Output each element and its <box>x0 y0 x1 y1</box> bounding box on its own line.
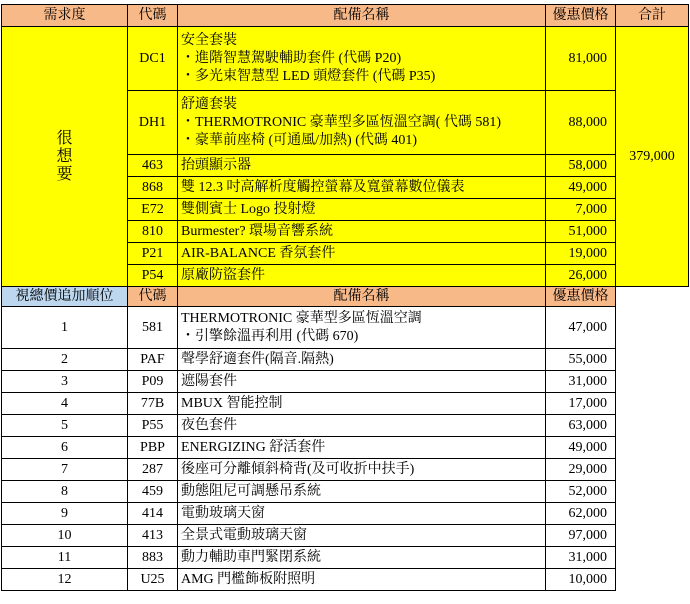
optional-header-row <box>2 287 689 307</box>
empty-cell <box>616 503 689 525</box>
code-cell[interactable]: 287 <box>128 459 178 481</box>
code-cell[interactable]: 581 <box>128 307 178 349</box>
order-cell[interactable]: 10 <box>2 525 128 547</box>
empty-cell <box>616 547 689 569</box>
price-cell[interactable]: 55,000 <box>546 349 616 371</box>
name-line: ・進階智慧駕駛輔助套件 (代碼 P20) <box>181 50 402 66</box>
order-cell[interactable]: 8 <box>2 481 128 503</box>
code-cell[interactable]: 77B <box>128 393 178 415</box>
must-have-label-char: 要 <box>56 165 73 183</box>
price-cell[interactable]: 7,000 <box>546 199 616 221</box>
optional-row <box>2 393 689 415</box>
name-line: 舒適套裝 <box>181 96 237 112</box>
price-cell[interactable]: 10,000 <box>546 569 616 591</box>
name-cell[interactable]: AIR-BALANCE 香氛套件 <box>178 243 546 265</box>
name-cell[interactable]: 電動玻璃天窗 <box>178 503 546 525</box>
empty-cell <box>616 525 689 547</box>
code-cell[interactable]: PBP <box>128 437 178 459</box>
name-cell[interactable]: 全景式電動玻璃天窗 <box>178 525 546 547</box>
price-cell[interactable]: 52,000 <box>546 481 616 503</box>
order-cell[interactable]: 5 <box>2 415 128 437</box>
total-cell[interactable]: 379,000 <box>616 27 689 287</box>
price-cell[interactable]: 62,000 <box>546 503 616 525</box>
price-cell[interactable]: 31,000 <box>546 547 616 569</box>
order-cell[interactable]: 3 <box>2 371 128 393</box>
price-cell[interactable]: 58,000 <box>546 155 616 177</box>
optional-row <box>2 525 689 547</box>
code-cell[interactable]: PAF <box>128 349 178 371</box>
code-cell[interactable]: U25 <box>128 569 178 591</box>
price-cell[interactable]: 88,000 <box>546 91 616 155</box>
price-cell[interactable]: 49,000 <box>546 177 616 199</box>
name-cell[interactable] <box>178 91 546 155</box>
name-cell[interactable]: 遮陽套件 <box>178 371 546 393</box>
header-code[interactable]: 代碼 <box>128 5 178 27</box>
must-have-row <box>2 27 689 91</box>
order-cell[interactable]: 12 <box>2 569 128 591</box>
price-cell[interactable]: 47,000 <box>546 307 616 349</box>
optional-row <box>2 307 689 349</box>
code-cell[interactable]: 883 <box>128 547 178 569</box>
code-cell[interactable]: P55 <box>128 415 178 437</box>
order-cell[interactable]: 11 <box>2 547 128 569</box>
header-name[interactable]: 配備名稱 <box>178 287 546 307</box>
optional-row <box>2 547 689 569</box>
optional-row <box>2 349 689 371</box>
empty-cell <box>616 307 689 349</box>
code-cell[interactable]: DC1 <box>128 27 178 91</box>
order-cell[interactable]: 2 <box>2 349 128 371</box>
name-cell[interactable]: 夜色套件 <box>178 415 546 437</box>
name-cell[interactable] <box>178 307 546 349</box>
code-cell[interactable]: P54 <box>128 265 178 287</box>
header-name[interactable]: 配備名稱 <box>178 5 546 27</box>
header-price[interactable]: 優惠價格 <box>546 5 616 27</box>
name-cell[interactable]: 抬頭顯示器 <box>178 155 546 177</box>
options-spreadsheet <box>1 4 689 591</box>
code-cell[interactable]: 463 <box>128 155 178 177</box>
price-cell[interactable]: 31,000 <box>546 371 616 393</box>
optional-row <box>2 371 689 393</box>
optional-row <box>2 569 689 591</box>
empty-cell <box>616 349 689 371</box>
price-cell[interactable]: 97,000 <box>546 525 616 547</box>
code-cell[interactable]: P21 <box>128 243 178 265</box>
code-cell[interactable]: DH1 <box>128 91 178 155</box>
name-cell[interactable]: AMG 門檻飾板附照明 <box>178 569 546 591</box>
empty-cell <box>616 415 689 437</box>
code-cell[interactable]: E72 <box>128 199 178 221</box>
name-cell[interactable]: ENERGIZING 舒活套件 <box>178 437 546 459</box>
name-line: 安全套裝 <box>181 32 237 48</box>
code-cell[interactable]: 459 <box>128 481 178 503</box>
name-cell[interactable]: 動力輔助車門緊閉系統 <box>178 547 546 569</box>
name-line: ・引擎餘溫再利用 (代碼 670) <box>181 328 359 344</box>
code-cell[interactable]: 413 <box>128 525 178 547</box>
empty-cell <box>616 459 689 481</box>
order-cell[interactable]: 7 <box>2 459 128 481</box>
name-line: ・THERMOTRONIC 豪華型多區恆溫空調( 代碼 581) <box>181 114 502 130</box>
code-cell[interactable]: P09 <box>128 371 178 393</box>
price-cell[interactable]: 51,000 <box>546 221 616 243</box>
name-cell[interactable]: 後座可分離傾斜椅背(及可收折中扶手) <box>178 459 546 481</box>
code-cell[interactable]: 810 <box>128 221 178 243</box>
optional-row <box>2 437 689 459</box>
name-line: ・豪華前座椅 (可通風/加熱) (代碼 401) <box>181 132 418 148</box>
empty-cell <box>616 437 689 459</box>
optional-row <box>2 415 689 437</box>
price-cell[interactable]: 29,000 <box>546 459 616 481</box>
empty-cell <box>616 371 689 393</box>
name-line: ・多光束智慧型 LED 頭燈套件 (代碼 P35) <box>181 68 436 84</box>
name-cell[interactable]: 動態阻尼可調懸吊系統 <box>178 481 546 503</box>
price-cell[interactable]: 49,000 <box>546 437 616 459</box>
order-cell[interactable]: 1 <box>2 307 128 349</box>
must-have-label-char: 想 <box>56 147 73 165</box>
name-cell[interactable]: 雙側賓士 Logo 投射燈 <box>178 199 546 221</box>
name-cell[interactable]: Burmester? 環場音響系統 <box>178 221 546 243</box>
empty-cell <box>616 287 689 307</box>
optional-row <box>2 503 689 525</box>
price-cell[interactable]: 19,000 <box>546 243 616 265</box>
code-cell[interactable]: 414 <box>128 503 178 525</box>
header-order[interactable]: 視總價追加順位 <box>2 287 128 307</box>
must-have-label-cell[interactable] <box>2 27 128 287</box>
header-code[interactable]: 代碼 <box>128 287 178 307</box>
order-cell[interactable]: 4 <box>2 393 128 415</box>
order-cell[interactable]: 9 <box>2 503 128 525</box>
price-cell[interactable]: 17,000 <box>546 393 616 415</box>
name-cell[interactable]: 雙 12.3 吋高解析度觸控螢幕及寬螢幕數位儀表 <box>178 177 546 199</box>
header-need[interactable]: 需求度 <box>2 5 128 27</box>
name-cell[interactable]: 聲學舒適套件(隔音.隔熱) <box>178 349 546 371</box>
header-total[interactable]: 合計 <box>616 5 689 27</box>
optional-row <box>2 459 689 481</box>
price-cell[interactable]: 26,000 <box>546 265 616 287</box>
order-cell[interactable]: 6 <box>2 437 128 459</box>
optional-row <box>2 481 689 503</box>
name-cell[interactable] <box>178 27 546 91</box>
header-price[interactable]: 優惠價格 <box>546 287 616 307</box>
name-line: THERMOTRONIC 豪華型多區恆溫空調 <box>181 310 422 326</box>
empty-cell <box>616 393 689 415</box>
price-cell[interactable]: 63,000 <box>546 415 616 437</box>
empty-cell <box>616 569 689 591</box>
empty-cell <box>616 481 689 503</box>
code-cell[interactable]: 868 <box>128 177 178 199</box>
price-cell[interactable]: 81,000 <box>546 27 616 91</box>
header-row <box>2 5 689 27</box>
must-have-label-char: 很 <box>56 129 73 147</box>
name-cell[interactable]: 原廠防盜套件 <box>178 265 546 287</box>
name-cell[interactable]: MBUX 智能控制 <box>178 393 546 415</box>
